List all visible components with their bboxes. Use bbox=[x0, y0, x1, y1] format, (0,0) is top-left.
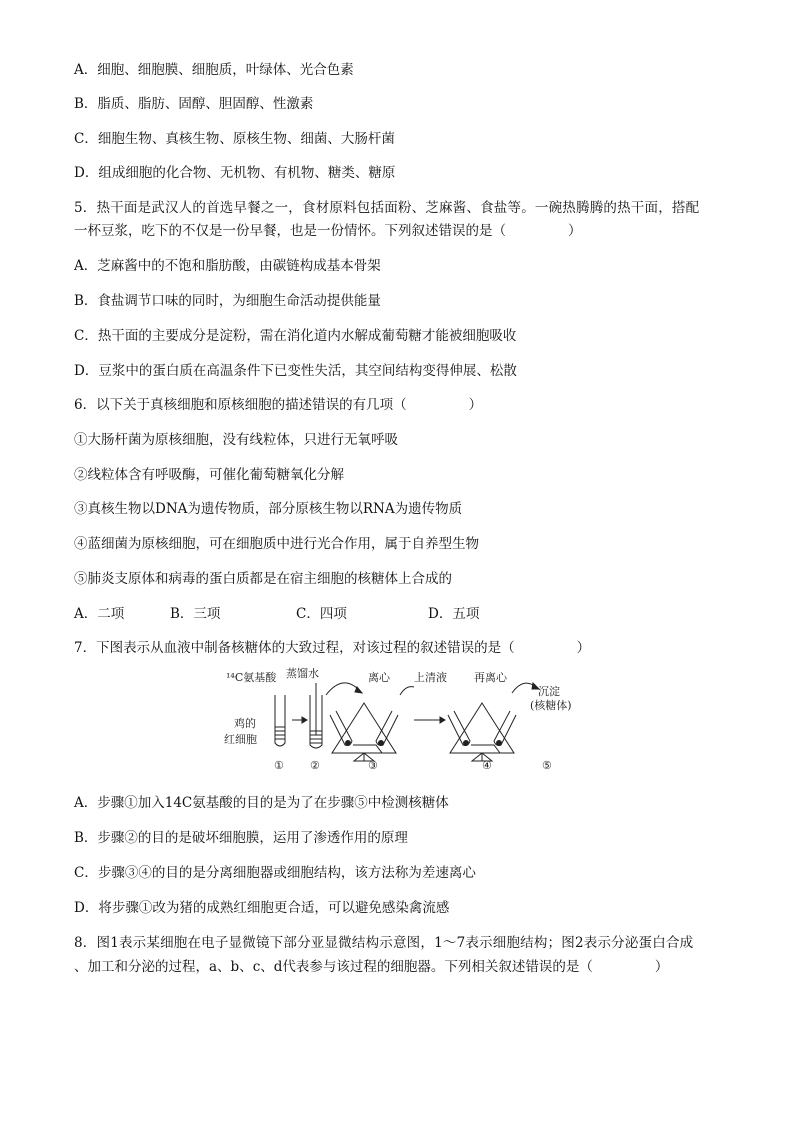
q6-item-5: ⑤肺炎支原体和病毒的蛋白质都是在宿主细胞的核糖体上合成的 bbox=[74, 571, 452, 587]
q6-item-4: ④蓝细菌为原核细胞，可在细胞质中进行光合作用，属于自养型生物 bbox=[74, 536, 479, 552]
q7-stem bbox=[74, 638, 590, 658]
q6-stem-text: 6．以下关于真核细胞和原核细胞的描述错误的有几项（ bbox=[74, 397, 407, 413]
q6-item-2: ②线粒体含有呼吸酶，可催化葡萄糖氧化分解 bbox=[74, 467, 344, 483]
q6-option-d: D．五项 bbox=[428, 606, 480, 622]
q7-option-d: D．将步骤①改为猪的成熟红细胞更合适，可以避免感染禽流感 bbox=[74, 900, 450, 916]
curved-arrow bbox=[400, 687, 414, 695]
step-label-1: ① bbox=[274, 759, 284, 772]
q8-stem-line2 bbox=[74, 957, 668, 977]
label-recentrifuge: 再离心 bbox=[474, 671, 507, 684]
q6-close-paren: ） bbox=[468, 397, 483, 413]
q4-option-a: A．细胞、细胞膜、细胞质，叶绿体、光合色素 bbox=[74, 62, 354, 78]
q5-option-c: C．热干面的主要成分是淀粉，需在消化道内水解成葡萄糖才能被细胞吸收 bbox=[74, 328, 517, 344]
q5-option-d: D．豆浆中的蛋白质在高温条件下已变性失活，其空间结构变得伸展、松散 bbox=[74, 363, 517, 379]
sediment-dot bbox=[496, 740, 502, 746]
label-distilled-water: 蒸馏水 bbox=[286, 667, 319, 680]
q7-option-c: C．步骤③④的目的是分离细胞器或细胞结构，该方法称为差速离心 bbox=[74, 865, 476, 881]
label-supernatant: 上清液 bbox=[414, 671, 447, 684]
q6-option-c: C．四项 bbox=[296, 606, 347, 622]
step-label-2: ② bbox=[310, 759, 320, 772]
q6-stem bbox=[74, 395, 482, 415]
q5-stem-line1: 5．热干面是武汉人的首选早餐之一，食材原料包括面粉、芝麻酱、食盐等。一碗热腾腾的热干面，搭配 bbox=[74, 200, 700, 216]
q6-item-1: ①大肠杆菌为原核细胞，没有线粒体，只进行无氧呼吸 bbox=[74, 432, 398, 448]
curved-arrow bbox=[326, 683, 360, 695]
q5-close-paren: ） bbox=[568, 223, 582, 239]
q5-option-b: B．食盐调节口味的同时，为细胞生命活动提供能量 bbox=[74, 293, 381, 309]
centrifuge-2-base bbox=[471, 745, 500, 753]
test-tube-1 bbox=[275, 695, 285, 746]
q7-option-b: B．步骤②的目的是破坏细胞膜，运用了渗透作用的原理 bbox=[74, 830, 408, 846]
label-sediment: 沉淀 bbox=[538, 685, 560, 698]
q7-stem-text: 7．下图表示从血液中制备核糖体的大致过程，对该过程的叙述错误的是（ bbox=[74, 640, 515, 656]
label-centrifuge: 离心 bbox=[368, 671, 390, 684]
centrifuge-tube-right bbox=[376, 711, 398, 746]
centrifuge-stand bbox=[354, 753, 364, 761]
q7-close-paren: ） bbox=[576, 640, 591, 656]
q6-option-a: A．二项 bbox=[74, 606, 125, 622]
sediment-dot bbox=[345, 740, 351, 746]
q8-stem-text: 、加工和分泌的过程，a、b、c、d代表参与该过程的细胞器。下列相关叙述错误的是（ bbox=[74, 959, 593, 975]
q8-close-paren: ） bbox=[654, 959, 669, 975]
q8-stem-line1: 8．图1表示某细胞在电子显微镜下部分亚显微结构示意图，1～7表示细胞结构；图2表示分泌蛋白合成 bbox=[74, 935, 694, 951]
q4-option-c: C．细胞生物、真核生物、原核生物、细菌、大肠杆菌 bbox=[74, 131, 395, 147]
q6-option-b: B．三项 bbox=[170, 606, 221, 622]
q7-option-a: A．步骤①加入14C氨基酸的目的是为了在步骤⑤中检测核糖体 bbox=[74, 795, 449, 811]
q4-option-b: B．脂质、脂肪、固醇、胆固醇、性激素 bbox=[74, 96, 314, 112]
label-amino-acid: ¹⁴C氨基酸 bbox=[226, 671, 277, 684]
process-diagram-svg bbox=[218, 665, 578, 773]
step-label-3: ③ bbox=[368, 759, 378, 772]
label-ribosome: (核糖体) bbox=[530, 699, 572, 712]
arrow-head bbox=[440, 717, 445, 723]
ribosome-preparation-diagram bbox=[218, 665, 578, 773]
centrifuge-stand bbox=[472, 753, 482, 761]
arrow-head bbox=[302, 717, 307, 723]
q4-option-d: D．组成细胞的化合物、无机物、有机物、糖类、糖原 bbox=[74, 165, 396, 181]
q5-option-a: A．芝麻酱中的不饱和脂肪酸，由碳链构成基本骨架 bbox=[74, 258, 381, 274]
sediment-dot bbox=[463, 740, 469, 746]
centrifuge-1-base bbox=[353, 745, 382, 753]
centrifuge-tube-right bbox=[494, 711, 516, 746]
q5-stem-line2 bbox=[74, 221, 582, 241]
sediment-dot bbox=[378, 740, 384, 746]
step-label-5: ⑤ bbox=[542, 759, 552, 772]
q6-item-3: ③真核生物以DNA为遗传物质，部分原核生物以RNA为遗传物质 bbox=[74, 501, 463, 517]
q6-options bbox=[74, 604, 479, 624]
label-chicken: 鸡的 bbox=[234, 717, 256, 730]
q5-stem-text: 一杯豆浆，吃下的不仅是一份早餐，也是一份情怀。下列叙述错误的是（ bbox=[74, 223, 506, 239]
label-red-blood-cell: 红细胞 bbox=[224, 733, 257, 746]
step-label-4: ④ bbox=[482, 759, 492, 772]
